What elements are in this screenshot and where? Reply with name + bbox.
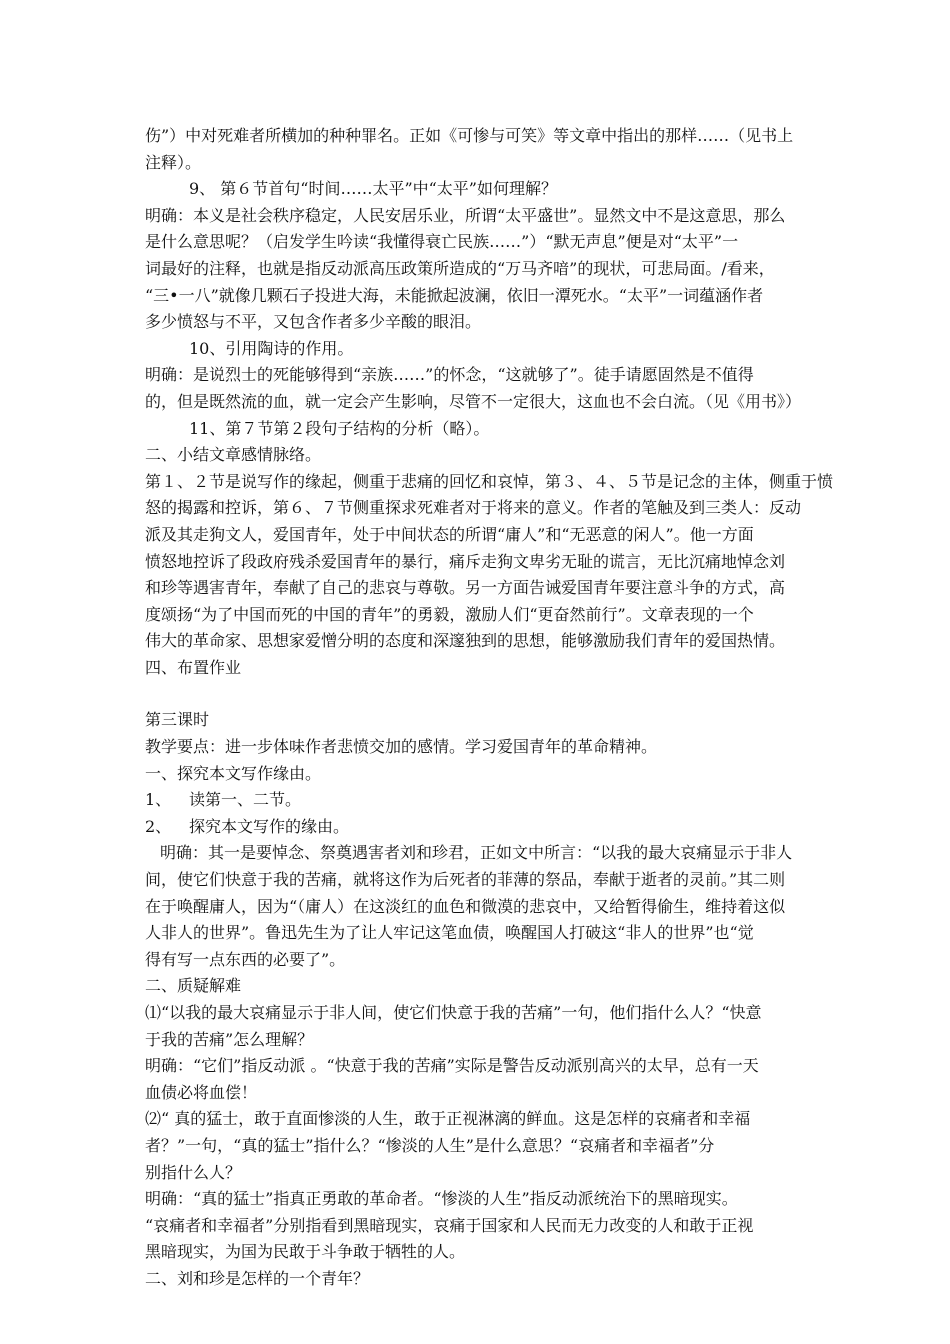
answer-line: 在于唤醒庸人，因为“（庸人）在这淡红的血色和微漠的悲哀中，又给暂得偷生，维持着这似: [145, 896, 786, 916]
summary-line: 愤怒地控诉了段政府残杀爱国青年的暴行，痛斥走狗文卑劣无耻的谎言，无比沉痛地悼念刘: [145, 551, 786, 571]
answer-line: 词最好的注释，也就是指反动派高压政策所造成的“万马齐喑”的现状，可悲局面。/看来，: [145, 258, 775, 278]
answer-line: 人非人的世界”。鲁迅先生为了让人牢记这笔血债，唤醒国人打破这“非人的世界”也“觉: [145, 923, 754, 943]
section-heading: 二、刘和珍是怎样的一个青年？: [145, 1268, 370, 1288]
answer-line: 的，但是既然流的血，就一定会产生影响，尽管不一定很大，这血也不会白流。（见《用书》）: [145, 391, 802, 411]
question-line: 者？”一句，“真的猛士”指什么？“惨淡的人生”是什么意思？“哀痛者和幸福者”分: [145, 1135, 715, 1155]
lesson-title: 第三课时: [145, 710, 210, 730]
section-heading: 四、布置作业: [145, 657, 242, 677]
answer-line: 多少愤怒与不平，又包含作者多少辛酸的眼泪。: [145, 312, 482, 332]
answer-line: 是什么意思呢？（启发学生吟读“我懂得衰亡民族……”）“默无声息”便是对“太平”一: [145, 232, 739, 252]
answer-line: 明确：是说烈士的死能够得到“亲族……”的怀念，“这就够了”。徒手请愿固然是不值得: [145, 365, 754, 385]
answer-line: 明确：“它们”指反动派 。“快意于我的苦痛”实际是警告反动派别高兴的太早，总有一天: [145, 1056, 759, 1076]
section-heading: 二、质疑解难: [145, 976, 242, 996]
answer-line: 得有写一点东西的必要了”。: [145, 949, 346, 969]
question-line: 于我的苦痛”怎么理解？: [145, 1029, 314, 1049]
question-11: 11、第７节第２段句子结构的分析（略）。: [189, 418, 490, 438]
summary-line: 度颂扬“为了中国而死的中国的青年”的勇毅，激励人们“更奋然前行”。文章表现的一个: [145, 604, 754, 624]
question-line: ⑴“以我的最大哀痛显示于非人间，使它们快意于我的苦痛”一句，他们指什么人？“快意: [145, 1003, 762, 1022]
question-line: 别指什么人？: [145, 1162, 242, 1182]
summary-line: 第１、２节是说写作的缘起，侧重于悲痛的回忆和哀悼，第３、４、５节是记念的主体，侧重于愤: [145, 471, 834, 491]
page-content: [145, 123, 834, 1293]
summary-line: 派及其走狗文人，爱国青年，处于中间状态的所谓“庸人”和“无恶意的闲人”。他一方面: [145, 524, 754, 544]
question-9: 9、 第６节首句“时间……太平”中“太平”如何理解？: [189, 179, 557, 199]
summary-line: 和珍等遇害青年，奉献了自己的悲哀与尊敬。另一方面告诫爱国青年要注意斗争的方式，高: [145, 578, 786, 598]
list-item: [145, 814, 810, 841]
list-number: 2、: [145, 816, 172, 836]
list-text: 探究本文写作的缘由。: [189, 816, 350, 836]
question-line: ⑵“ 真的猛士，敢于直面惨淡的人生，敢于正视淋漓的鲜血。这是怎样的哀痛者和幸福: [145, 1109, 751, 1129]
answer-line: 间，使它们快意于我的苦痛，就将这作为后死者的菲薄的祭品，奉献于逝者的灵前。”其二则: [145, 870, 786, 890]
answer-line: 黑暗现实，为国为民敢于斗争敢于牺牲的人。: [145, 1242, 466, 1262]
list-item: [145, 787, 810, 814]
list-number: 1、: [145, 790, 172, 810]
section-heading: 二、小结文章感情脉络。: [145, 445, 322, 465]
answer-line: “哀痛者和幸福者”分别指看到黑暗现实，哀痛于国家和人民而无力改变的人和敢于正视: [145, 1215, 754, 1235]
summary-line: 伟大的革命家、思想家爱憎分明的态度和深邃独到的思想，能够激励我们青年的爱国热情。: [145, 631, 786, 651]
list-text: 读第一、二节。: [189, 790, 302, 810]
answer-line: 明确：本义是社会秩序稳定，人民安居乐业，所谓“太平盛世”。显然文中不是这意思，那么: [145, 205, 786, 225]
section-heading: 一、探究本文写作缘由。: [145, 763, 322, 783]
blank-line: [145, 681, 810, 707]
question-10: 10、引用陶诗的作用。: [189, 338, 354, 358]
text-line: 注释）。: [145, 152, 202, 172]
summary-line: 怒的揭露和控诉，第６、７节侧重探求死难者对于将来的意义。作者的笔触及到三类人：反动: [145, 498, 802, 518]
answer-line: 明确：“真的猛士”指真正勇敢的革命者。“惨淡的人生”指反动派统治下的黑暗现实。: [145, 1189, 738, 1209]
key-points: 教学要点：进一步体味作者悲愤交加的感情。学习爱国青年的革命精神。: [145, 737, 658, 757]
answer-line: 明确：其一是要悼念、祭奠遇害者刘和珍君，正如文中所言：“以我的最大哀痛显示于非人: [160, 843, 793, 863]
answer-line: 血债必将血偿！: [145, 1082, 258, 1102]
text-line: 伤”）中对死难者所横加的种种罪名。正如《可惨与可笑》等文章中指出的那样……（见书上: [145, 126, 794, 145]
answer-line: “三•一八”就像几颗石子投进大海，未能掀起波澜，依旧一潭死水。“太平”一词蕴涵作者: [145, 285, 764, 305]
